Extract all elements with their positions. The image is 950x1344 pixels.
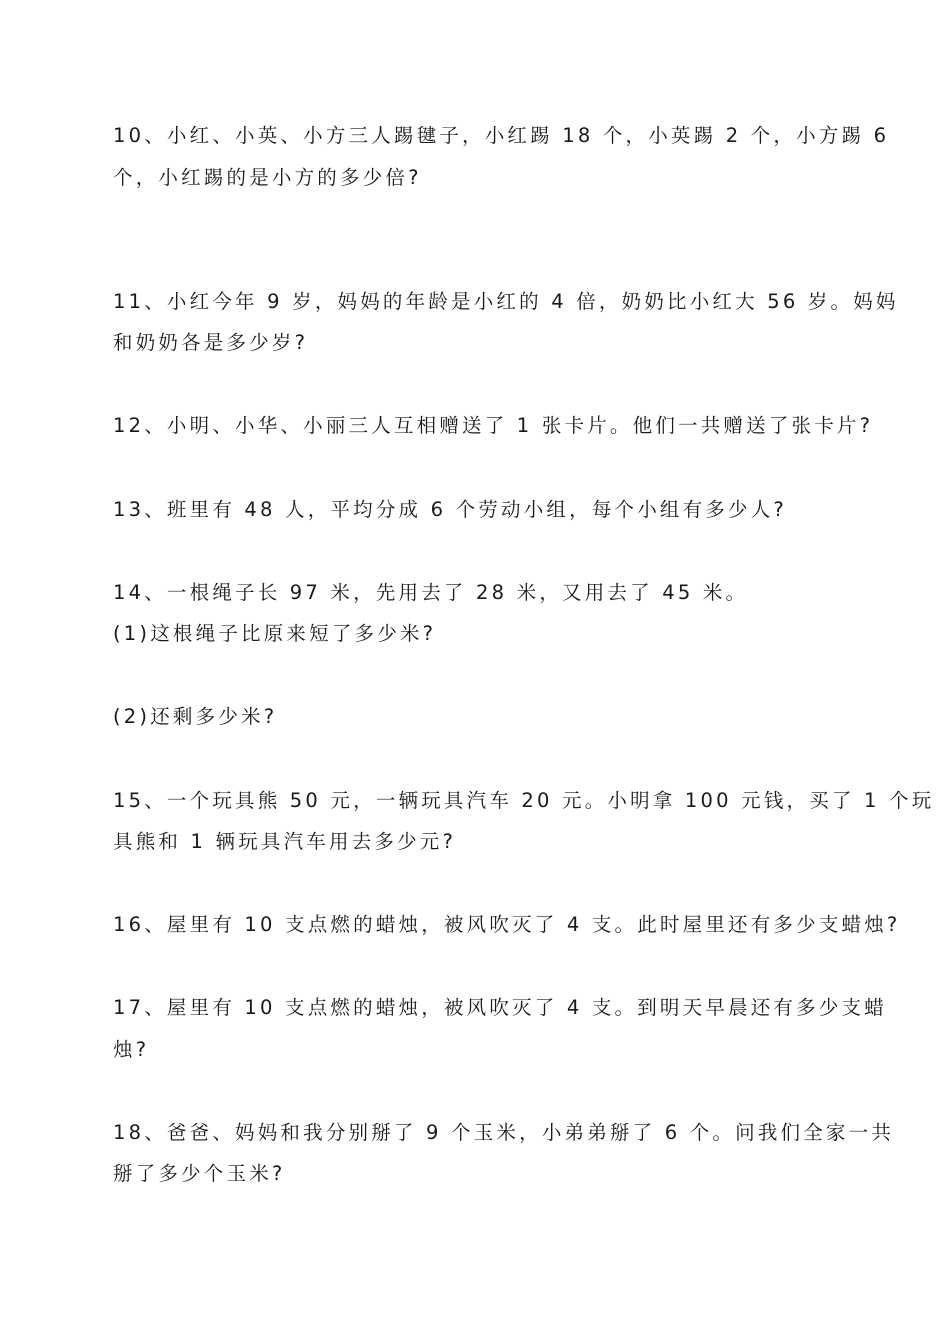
problem-15-line-2: 具熊和 1 辆玩具汽车用去多少元? [113, 830, 457, 853]
problem-18-line-2: 掰了多少个玉米? [113, 1162, 286, 1185]
problem-15-line-1: 15、一个玩具熊 50 元，一辆玩具汽车 20 元。小明拿 100 元钱，买了 1 个玩 [113, 789, 935, 812]
problem-11-line-1: 11、小红今年 9 岁，妈妈的年龄是小红的 4 倍，奶奶比小红大 56 岁。妈妈 [113, 290, 899, 313]
problem-14-line-1: 14、一根绳子长 97 米，先用去了 28 米，又用去了 45 米。 [113, 581, 749, 604]
problem-10-line-2: 个，小红踢的是小方的多少倍? [113, 166, 422, 189]
problem-12-line-1: 12、小明、小华、小丽三人互相赠送了 1 张卡片。他们一共赠送了张卡片? [113, 414, 874, 437]
problem-17-line-1: 17、屋里有 10 支点燃的蜡烛，被风吹灭了 4 支。到明天早晨还有多少支蜡 [113, 996, 887, 1019]
problem-14-subquestion-2: (2)还剩多少米? [113, 705, 278, 728]
problem-10-line-1: 10、小红、小英、小方三人踢毽子，小红踢 18 个，小英踢 2 个，小方踢 6 [113, 124, 890, 147]
problem-11-line-2: 和奶奶各是多少岁? [113, 331, 309, 354]
problem-13-line-1: 13、班里有 48 人，平均分成 6 个劳动小组，每个小组有多少人? [113, 498, 787, 521]
problem-17-line-2: 烛? [113, 1038, 150, 1061]
problem-14-subquestion-1: (1)这根绳子比原来短了多少米? [113, 622, 437, 645]
problem-18-line-1: 18、爸爸、妈妈和我分别掰了 9 个玉米，小弟弟掰了 6 个。问我们全家一共 [113, 1121, 895, 1144]
problem-16-line-1: 16、屋里有 10 支点燃的蜡烛，被风吹灭了 4 支。此时屋里还有多少支蜡烛? [113, 913, 901, 936]
